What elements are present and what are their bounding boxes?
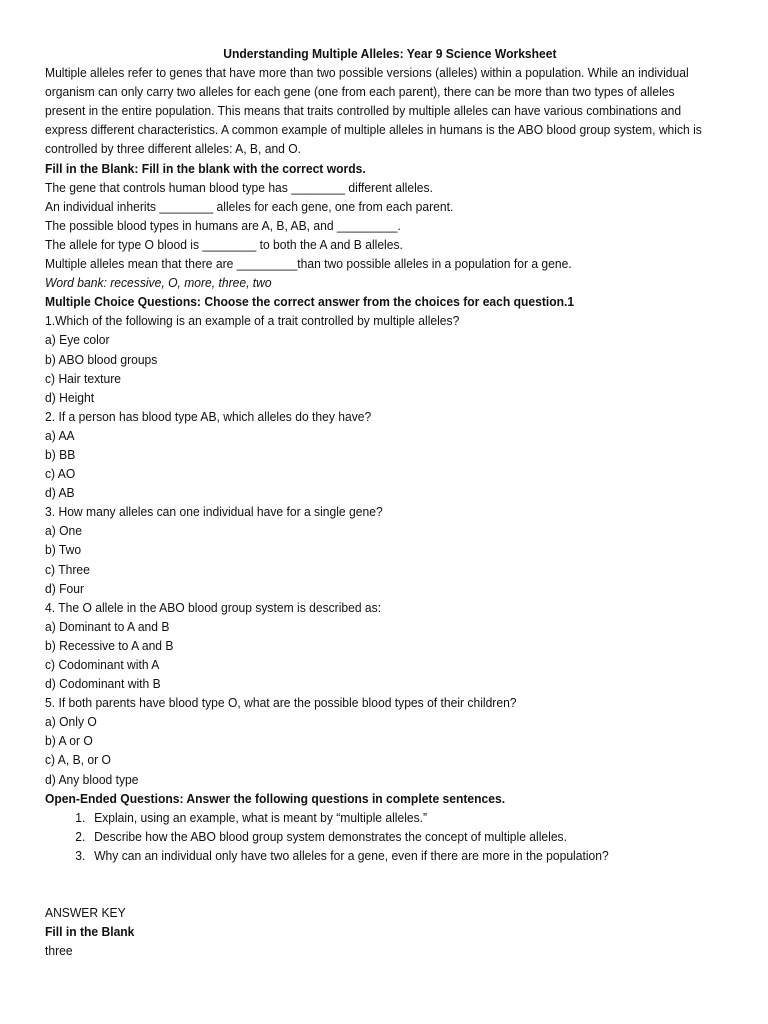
answer-option: c) Three [45, 561, 90, 577]
fill-blank-item: The gene that controls human blood type has ________ different alleles. [45, 179, 433, 195]
answer-option: a) One [45, 523, 82, 539]
answer-option: b) BB [45, 446, 76, 462]
answer-option: a) AA [45, 427, 75, 443]
answer-option: c) Hair texture [45, 370, 121, 386]
question-text: 2. If a person has blood type AB, which alleles do they have? [45, 408, 372, 424]
intro-line: organism can only carry two alleles for each gene (one from each parent), there can be more than two types of alleles [45, 84, 675, 100]
answer-key-title: ANSWER KEY [45, 905, 126, 921]
answer-option: a) Only O [45, 714, 97, 730]
fill-blank-item: The allele for type O blood is ________ to both the A and B alleles. [45, 236, 403, 252]
answer-option: d) Four [45, 580, 85, 596]
open-ended-item: 1. Explain, using an example, what is meant by “multiple alleles.” [89, 808, 673, 827]
intro-line: present in the entire population. This means that traits controlled by multiple alleles can have various combinations and [45, 103, 682, 119]
answer-option: c) AO [45, 466, 76, 482]
open-ended-list [45, 808, 673, 865]
open-ended-heading: Open-Ended Questions: Answer the following questions in complete sentences. [45, 790, 506, 806]
multiple-choice-heading: Multiple Choice Questions: Choose the correct answer from the choices for each question.1 [45, 294, 575, 310]
answer-key-section [45, 903, 673, 960]
answer-option: d) Any blood type [45, 771, 139, 787]
fill-blank-heading: Fill in the Blank: Fill in the blank with the correct words. [45, 160, 366, 176]
question-2 [45, 407, 673, 502]
open-ended-item: 2. Describe how the ABO blood group system demonstrates the concept of multiple alleles. [89, 827, 673, 846]
answer-key-section-heading: Fill in the Blank [45, 924, 135, 940]
question-5 [45, 693, 673, 788]
answer-option: b) ABO blood groups [45, 351, 158, 367]
worksheet-page [45, 44, 702, 960]
answer-option: d) Height [45, 389, 95, 405]
answer-option: b) Recessive to A and B [45, 637, 174, 653]
question-text: 5. If both parents have blood type O, what are the possible blood types of their children? [45, 695, 517, 711]
fill-blank-item: Multiple alleles mean that there are _________than two possible alleles in a population for a gene. [45, 256, 572, 272]
answer-option: c) A, B, or O [45, 752, 111, 768]
answer-option: b) Two [45, 542, 82, 558]
page-title: Understanding Multiple Alleles: Year 9 Science Worksheet [223, 46, 557, 61]
spacer [45, 865, 673, 903]
question-1 [45, 311, 673, 406]
word-bank: Word bank: recessive, O, more, three, two [45, 275, 272, 291]
intro-line: Multiple alleles refer to genes that have more than two possible versions (alleles) within a population. While an individual [45, 65, 689, 81]
fill-blank-item: The possible blood types in humans are A, B, AB, and _________. [45, 217, 401, 233]
question-4 [45, 598, 673, 693]
answer-option: c) Codominant with A [45, 657, 160, 672]
question-text: 4. The O allele in the ABO blood group system is described as: [45, 599, 382, 615]
intro-paragraph [45, 63, 702, 158]
open-ended-section [45, 789, 673, 865]
answer-key-item: three [45, 943, 73, 959]
multiple-choice-section [45, 292, 673, 788]
question-text: 3. How many alleles can one individual have for a single gene? [45, 504, 383, 520]
answer-option: b) A or O [45, 733, 93, 749]
answer-option: d) Codominant with B [45, 676, 161, 692]
intro-line: controlled by three different alleles: A, B, and O. [45, 141, 302, 157]
fill-blank-item: An individual inherits ________ alleles for each gene, one from each parent. [45, 198, 454, 214]
open-ended-item: 3. Why can an individual only have two alleles for a gene, even if there are more in the population? [89, 846, 673, 865]
question-text: 1.Which of the following is an example of a trait controlled by multiple alleles? [45, 313, 460, 329]
answer-option: a) Eye color [45, 332, 110, 348]
answer-option: d) AB [45, 485, 75, 501]
fill-blank-section [45, 159, 673, 293]
answer-option: a) Dominant to A and B [45, 618, 170, 634]
question-3 [45, 502, 673, 597]
intro-line: express different characteristics. A common example of multiple alleles in humans is the ABO blood group system, which is [45, 122, 702, 138]
